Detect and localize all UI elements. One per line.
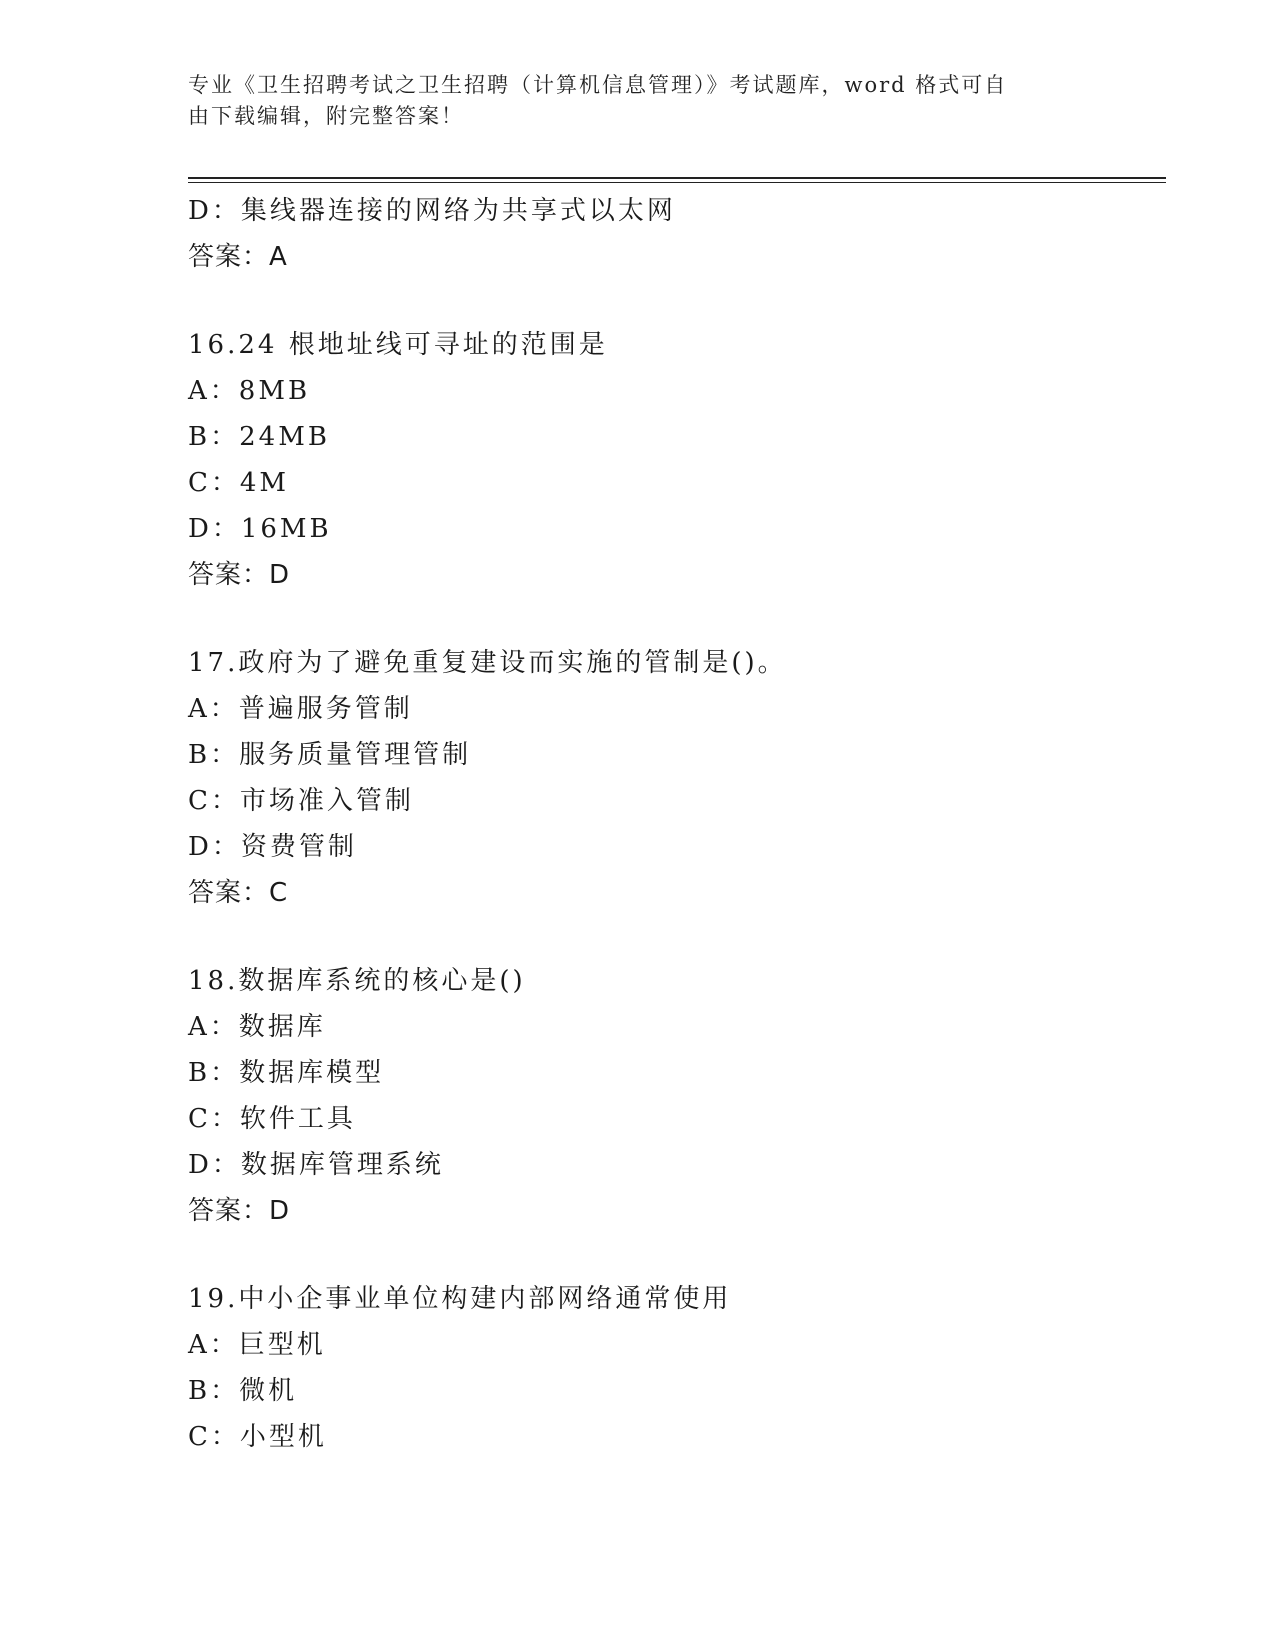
option-b: B：服务质量管理管制 [188,740,472,770]
question-17 [188,640,1168,916]
option-a: A：巨型机 [188,1330,326,1360]
option-b: B：数据库模型 [188,1058,385,1088]
question-content [188,188,1168,1460]
option-d: D：集线器连接的网络为共享式以太网 [188,196,676,226]
header-divider-thin [188,182,1166,183]
option-a: A：普遍服务管制 [188,694,413,724]
option-c: C：小型机 [188,1422,327,1452]
option-a: A：数据库 [188,1012,326,1042]
question-title: 19.中小企事业单位构建内部网络通常使用 [188,1284,732,1314]
question-16 [188,322,1168,598]
option-c: C：软件工具 [188,1104,356,1134]
option-a: A：8MB [188,376,311,406]
option-d: D：数据库管理系统 [188,1150,444,1180]
header-divider-thick [188,177,1166,179]
option-c: C：市场准入管制 [188,786,414,816]
option-d: D：16MB [188,514,332,544]
answer-line: 答案：C [188,878,289,908]
option-d: D：资费管制 [188,832,357,862]
spacer [188,598,1168,640]
header-line-2: 由下载编辑，附完整答案！ [188,104,464,128]
option-c: C：4M [188,468,290,498]
option-b: B：24MB [188,422,330,452]
prev-question-fragment [188,188,1168,280]
answer-line: 答案：A [188,242,288,272]
question-title: 18.数据库系统的核心是() [188,966,526,996]
answer-line: 答案：D [188,1196,291,1226]
question-19 [188,1276,1168,1460]
spacer [188,1234,1168,1276]
header-line-1: 专业《卫生招聘考试之卫生招聘（计算机信息管理）》考试题库，word 格式可自 [188,73,1008,97]
spacer [188,280,1168,322]
spacer [188,916,1168,958]
answer-line: 答案：D [188,560,291,590]
option-b: B：微机 [188,1376,298,1406]
question-title: 16.24 根地址线可寻址的范围是 [188,330,608,360]
question-title: 17.政府为了避免重复建设而实施的管制是()。 [188,648,787,678]
document-header [188,70,1068,132]
question-18 [188,958,1168,1234]
